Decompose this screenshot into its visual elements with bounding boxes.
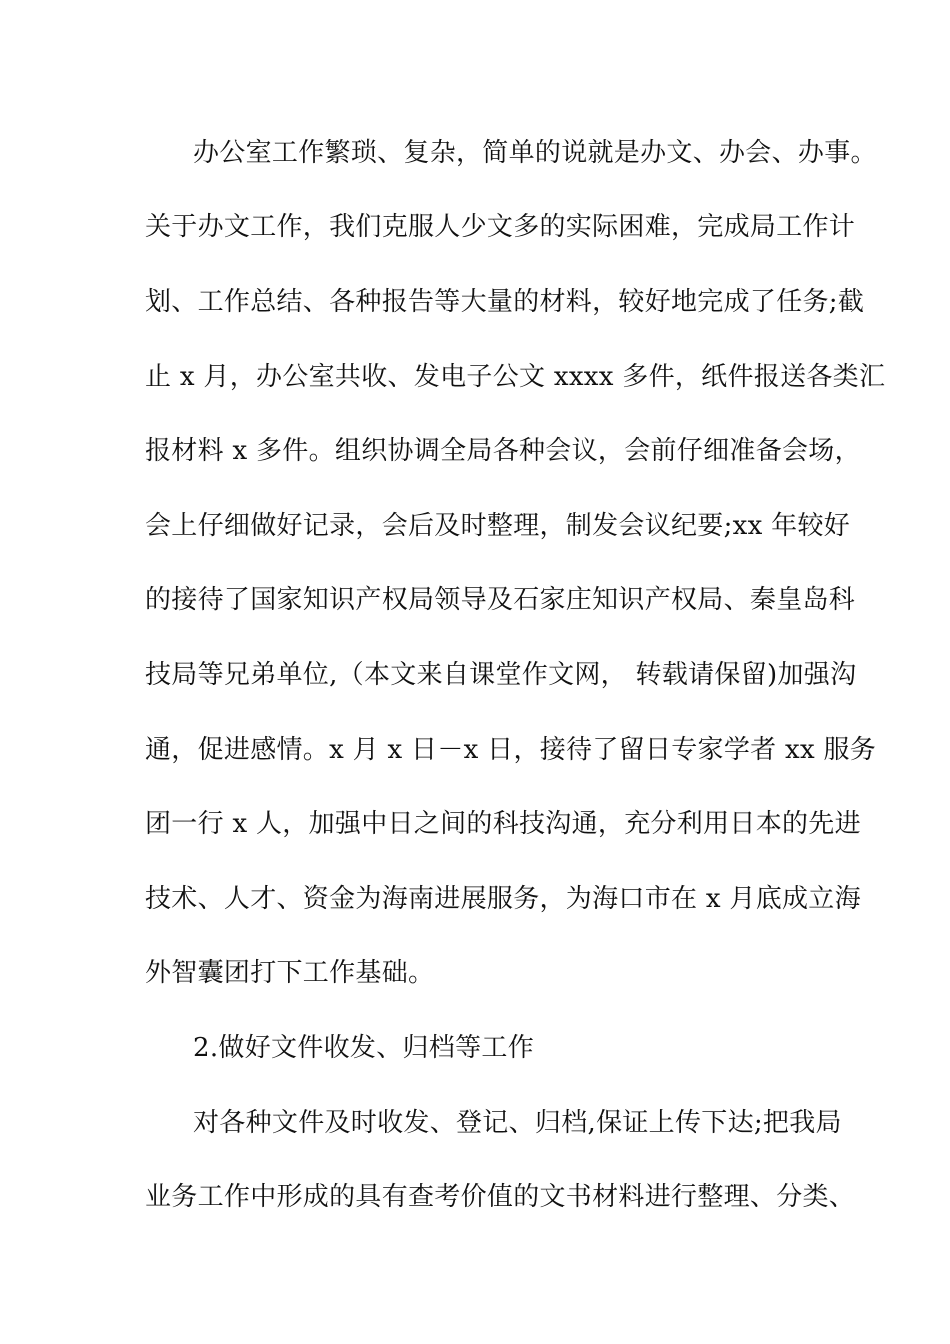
paragraph-line: 通，促进感情。x 月 x 日－x 日，接待了留日专家学者 xx 服务 <box>145 735 877 765</box>
paragraph-line: 团一行 x 人，加强中日之间的科技沟通，充分利用日本的先进 <box>145 809 861 839</box>
paragraph-line: 技术、人才、资金为海南进展服务，为海口市在 x 月底成立海 <box>145 884 861 914</box>
section-heading: 2.做好文件收发、归档等工作 <box>193 1033 535 1063</box>
paragraph-line: 的接待了国家知识产权局领导及石家庄知识产权局、秦皇岛科 <box>145 585 856 615</box>
paragraph-line: 办公室工作繁琐、复杂，简单的说就是办文、办会、办事。 <box>193 138 877 168</box>
paragraph-line: 业务工作中形成的具有查考价值的文书材料进行整理、分类、 <box>145 1182 856 1212</box>
paragraph-line: 关于办文工作，我们克服人少文多的实际困难，完成局工作计 <box>145 212 856 242</box>
paragraph-line: 对各种文件及时收发、登记、归档,保证上传下达;把我局 <box>193 1108 842 1138</box>
paragraph-line: 止 x 月，办公室共收、发电子公文 xxxx 多件，纸件报送各类汇 <box>145 362 886 392</box>
paragraph-line: 会上仔细做好记录，会后及时整理，制发会议纪要;xx 年较好 <box>145 511 851 541</box>
paragraph-line: 报材料 x 多件。组织协调全局各种会议，会前仔细准备会场， <box>145 436 861 466</box>
paragraph-line: 外智囊团打下工作基础。 <box>145 958 435 988</box>
paragraph-line: 划、工作总结、各种报告等大量的材料，较好地完成了任务;截 <box>145 287 865 317</box>
paragraph-line: 技局等兄弟单位,（本文来自课堂作文网， 转载请保留)加强沟 <box>145 660 857 690</box>
